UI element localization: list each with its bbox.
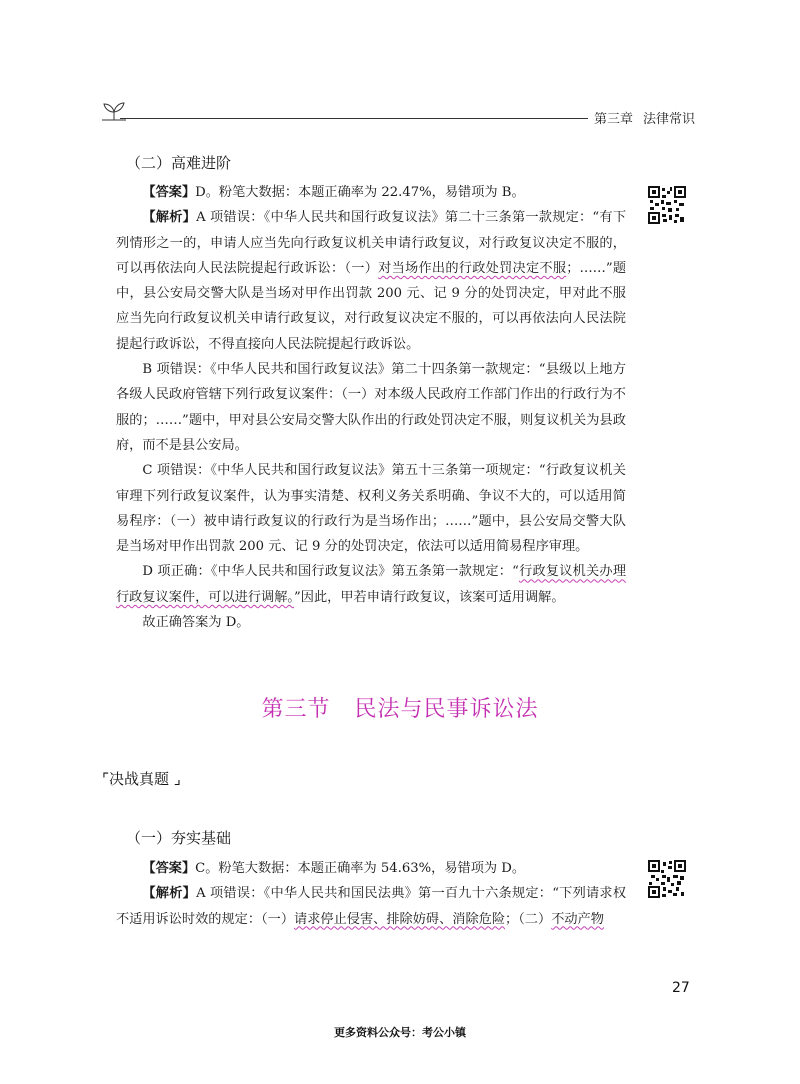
option-a-highlight-2: 不动产物 <box>551 911 604 927</box>
section-number: 第三节 <box>261 697 331 722</box>
page-number: 27 <box>672 980 690 996</box>
option-a-text-2: ；（二） <box>505 911 552 927</box>
section-name: 民法与民事诉讼法 <box>354 697 539 722</box>
part1-heading: （二）高难进阶 <box>126 154 232 172</box>
part2-body <box>116 856 626 932</box>
option-c-paragraph: C 项错误：《中华人民共和国行政复议法》第五十三条第一项规定：“行政复议机关审理下列行政复议案件，认为事实清楚、权利义务关系明确、争议不大的，可以适用简易程序：（一）被申请行政复议的行政行为是当场作出；……”题中，县公安局交警大队是当场对甲作出罚款 200 元、记 9 分的处罚决定，依法可以适用简易程序审理。 <box>116 463 626 555</box>
option-d-highlight: 行政复议机关办理行政复议案件，可以进行调解。 <box>116 564 627 605</box>
analysis-a-paragraph <box>116 881 626 932</box>
option-d-text: D 项正确：《中华人民共和国行政复议法》第五条第一款规定：“ <box>142 564 519 580</box>
chapter-header <box>594 108 695 127</box>
section-title <box>0 692 800 723</box>
answer-text: D。粉笔大数据：本题正确率为 22.47%，易错项为 B。 <box>195 185 525 200</box>
option-d-paragraph <box>116 559 626 610</box>
battle-label-text: 决战真题 <box>109 770 170 788</box>
option-a-text: A 项错误：《中华人民共和国行政复议法》第二十三条第一款规定：“有下列情形之一的，申请人应当先向行政复议机关申请行政复议，对行政复议决定不服的，可以再依法向人民法院提起行政诉讼：（一） <box>116 210 627 276</box>
part2-heading: （一）夯实基础 <box>126 829 232 847</box>
qr-code-icon[interactable] <box>648 186 686 224</box>
left-bracket-icon: ⌜ <box>102 770 110 788</box>
option-a-highlight-1: 请求停止侵害、排除妨碍、消除危险 <box>294 911 506 927</box>
option-a-highlight: 对当场作出的行政处罚决定不服 <box>378 260 567 276</box>
answer-text: C。粉笔大数据：本题正确率为 54.63%，易错项为 D。 <box>195 861 526 876</box>
conclusion-paragraph: 故正确答案为 D。 <box>142 615 250 631</box>
right-bracket-icon: ⌟ <box>169 770 181 788</box>
answer-paragraph <box>116 180 626 205</box>
answer-label: 【答案】 <box>142 861 196 876</box>
analysis-label: 【解析】 <box>142 886 197 902</box>
part1-body <box>116 180 626 635</box>
option-b-paragraph: B 项错误：《中华人民共和国行政复议法》第二十四条第一款规定：“县级以上地方各级人民政府管辖下列行政复议案件：（一）对本级人民政府工作部门作出的行政行为不服的；……”题中，甲对县公安局交警大队作出的行政处罚决定不服，则复议机关为县政府，而不是县公安局。 <box>116 362 626 453</box>
option-d-text-2: ”因此，甲若申请行政复议，该案可适用调解。 <box>294 589 565 605</box>
qr-code-icon[interactable] <box>648 860 686 898</box>
answer-label: 【答案】 <box>142 185 196 200</box>
answer-paragraph <box>116 856 626 881</box>
analysis-a-paragraph <box>116 205 626 357</box>
analysis-label: 【解析】 <box>142 210 197 226</box>
option-a-text: A 项错误：《中华人民共和国民法典》第一百九十六条规定：“下列请求权不适用诉讼时效的规定：（一） <box>116 886 627 927</box>
chapter-title: 法律常识 <box>643 112 696 127</box>
option-a-text-2: ；……”题中，县公安局交警大队是当场对甲作出罚款 200 元、记 9 分的处罚决定，甲对此不服应当先向行政复议机关申请行政复议，对行政复议决定不服的，可以再依法向人民法院提起行政诉讼，不得直接向人民法院提起行政诉讼。 <box>116 260 627 352</box>
footer-text: 更多资料公众号：考公小镇 <box>334 1026 466 1039</box>
battle-label <box>102 768 181 789</box>
chapter-number: 第三章 <box>594 112 634 127</box>
header-rule <box>120 118 588 119</box>
